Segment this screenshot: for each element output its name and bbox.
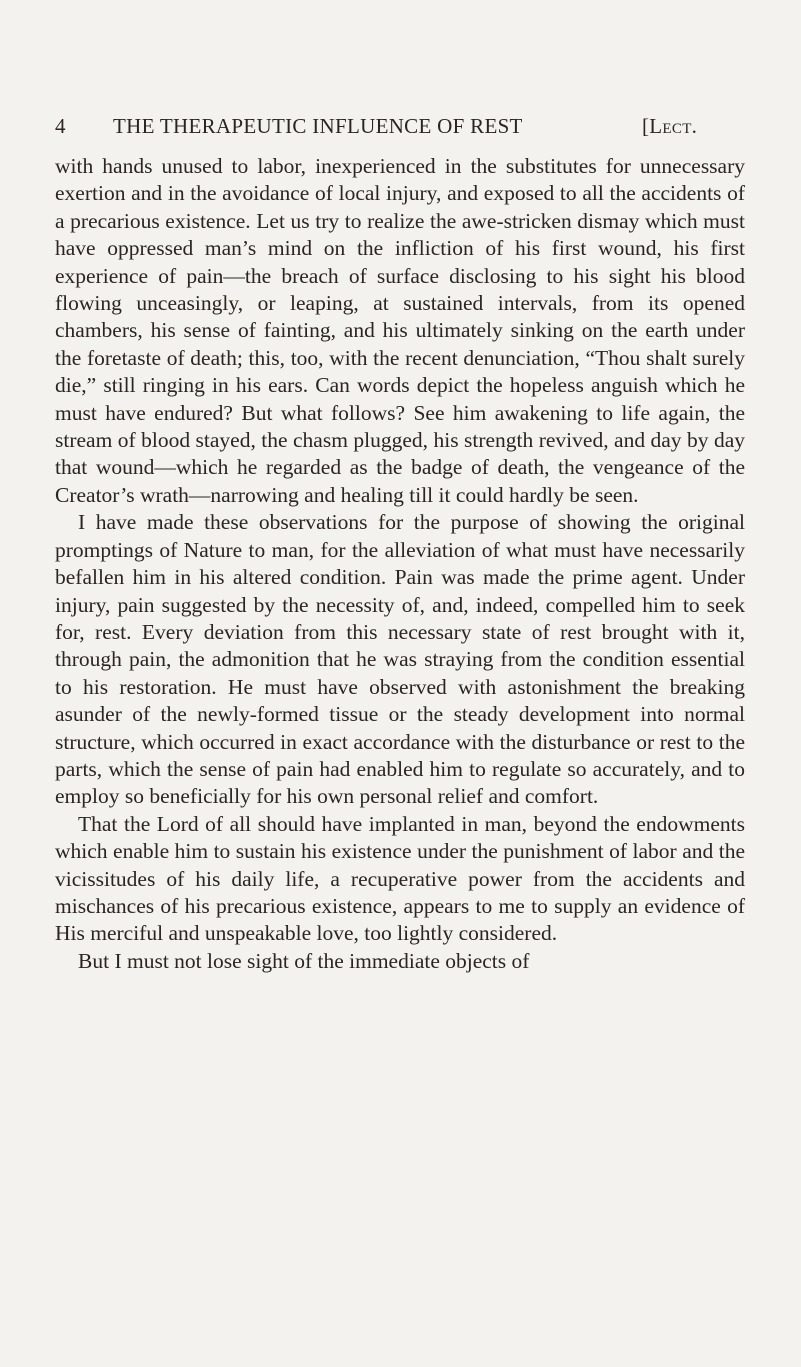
- paragraph-3: That the Lord of all should have implanted in man, beyond the endowments which enable him to sustain his existence under the punishment of labor and the vicissitudes of his daily life, a recuperative power from the accidents and mischances of his precarious existence, appears to me to supply an evidence of His merciful and unspeakable love, too lightly considered.: [55, 811, 745, 946]
- section-marker: [Lect.: [642, 114, 698, 138]
- paragraph-4: But I must not lose sight of the immediate objects of: [78, 948, 530, 973]
- running-title: THE THERAPEUTIC INFLUENCE OF REST: [113, 114, 523, 138]
- paragraph-1: with hands unused to labor, inexperienced in the substitutes for unnecessary exertion and in the avoidance of local injury, and exposed to all the accidents of a precarious existence. Let us try to realize the awe-stricken dismay which must have oppressed man’s mind on the infliction of his first wound, his first experience of pain—the breach of surface disclosing to his sight his blood flowing unceasingly, or leaping, at sustained intervals, from its opened chambers, his sense of fainting, and his ultimately sinking on the earth under the foretaste of death; this, too, with the recent denunciation, “Thou shalt surely die,” still ringing in his ears. Can words depict the hopeless anguish which he must have endured? But what follows? See him awakening to life again, the stream of blood stayed, the chasm plugged, his strength revived, and day by day that wound—which he regarded as the badge of death, the vengeance of the Creator’s wrath—narrowing and healing till it could hardly be seen.: [55, 154, 745, 507]
- paragraph-2: I have made these observations for the purpose of showing the original promptings of Nature to man, for the alleviation of what must have necessarily befallen him in his altered condition. Pain was made the prime agent. Under injury, pain suggested by the necessity of, and, indeed, compelled him to seek for, rest. Every deviation from this necessary state of rest brought with it, through pain, the admonition that he was straying from the condition essential to his restoration. He must have observed with astonishment the breaking asunder of the newly-formed tissue or the steady development into normal structure, which occurred in exact accordance with the disturbance or rest to the parts, which the sense of pain had enabled him to regulate so accurately, and to employ so beneficially for his own personal relief and comfort.: [55, 510, 745, 809]
- running-header: [55, 114, 745, 142]
- page-number: 4: [55, 114, 66, 138]
- body-text: [55, 153, 745, 975]
